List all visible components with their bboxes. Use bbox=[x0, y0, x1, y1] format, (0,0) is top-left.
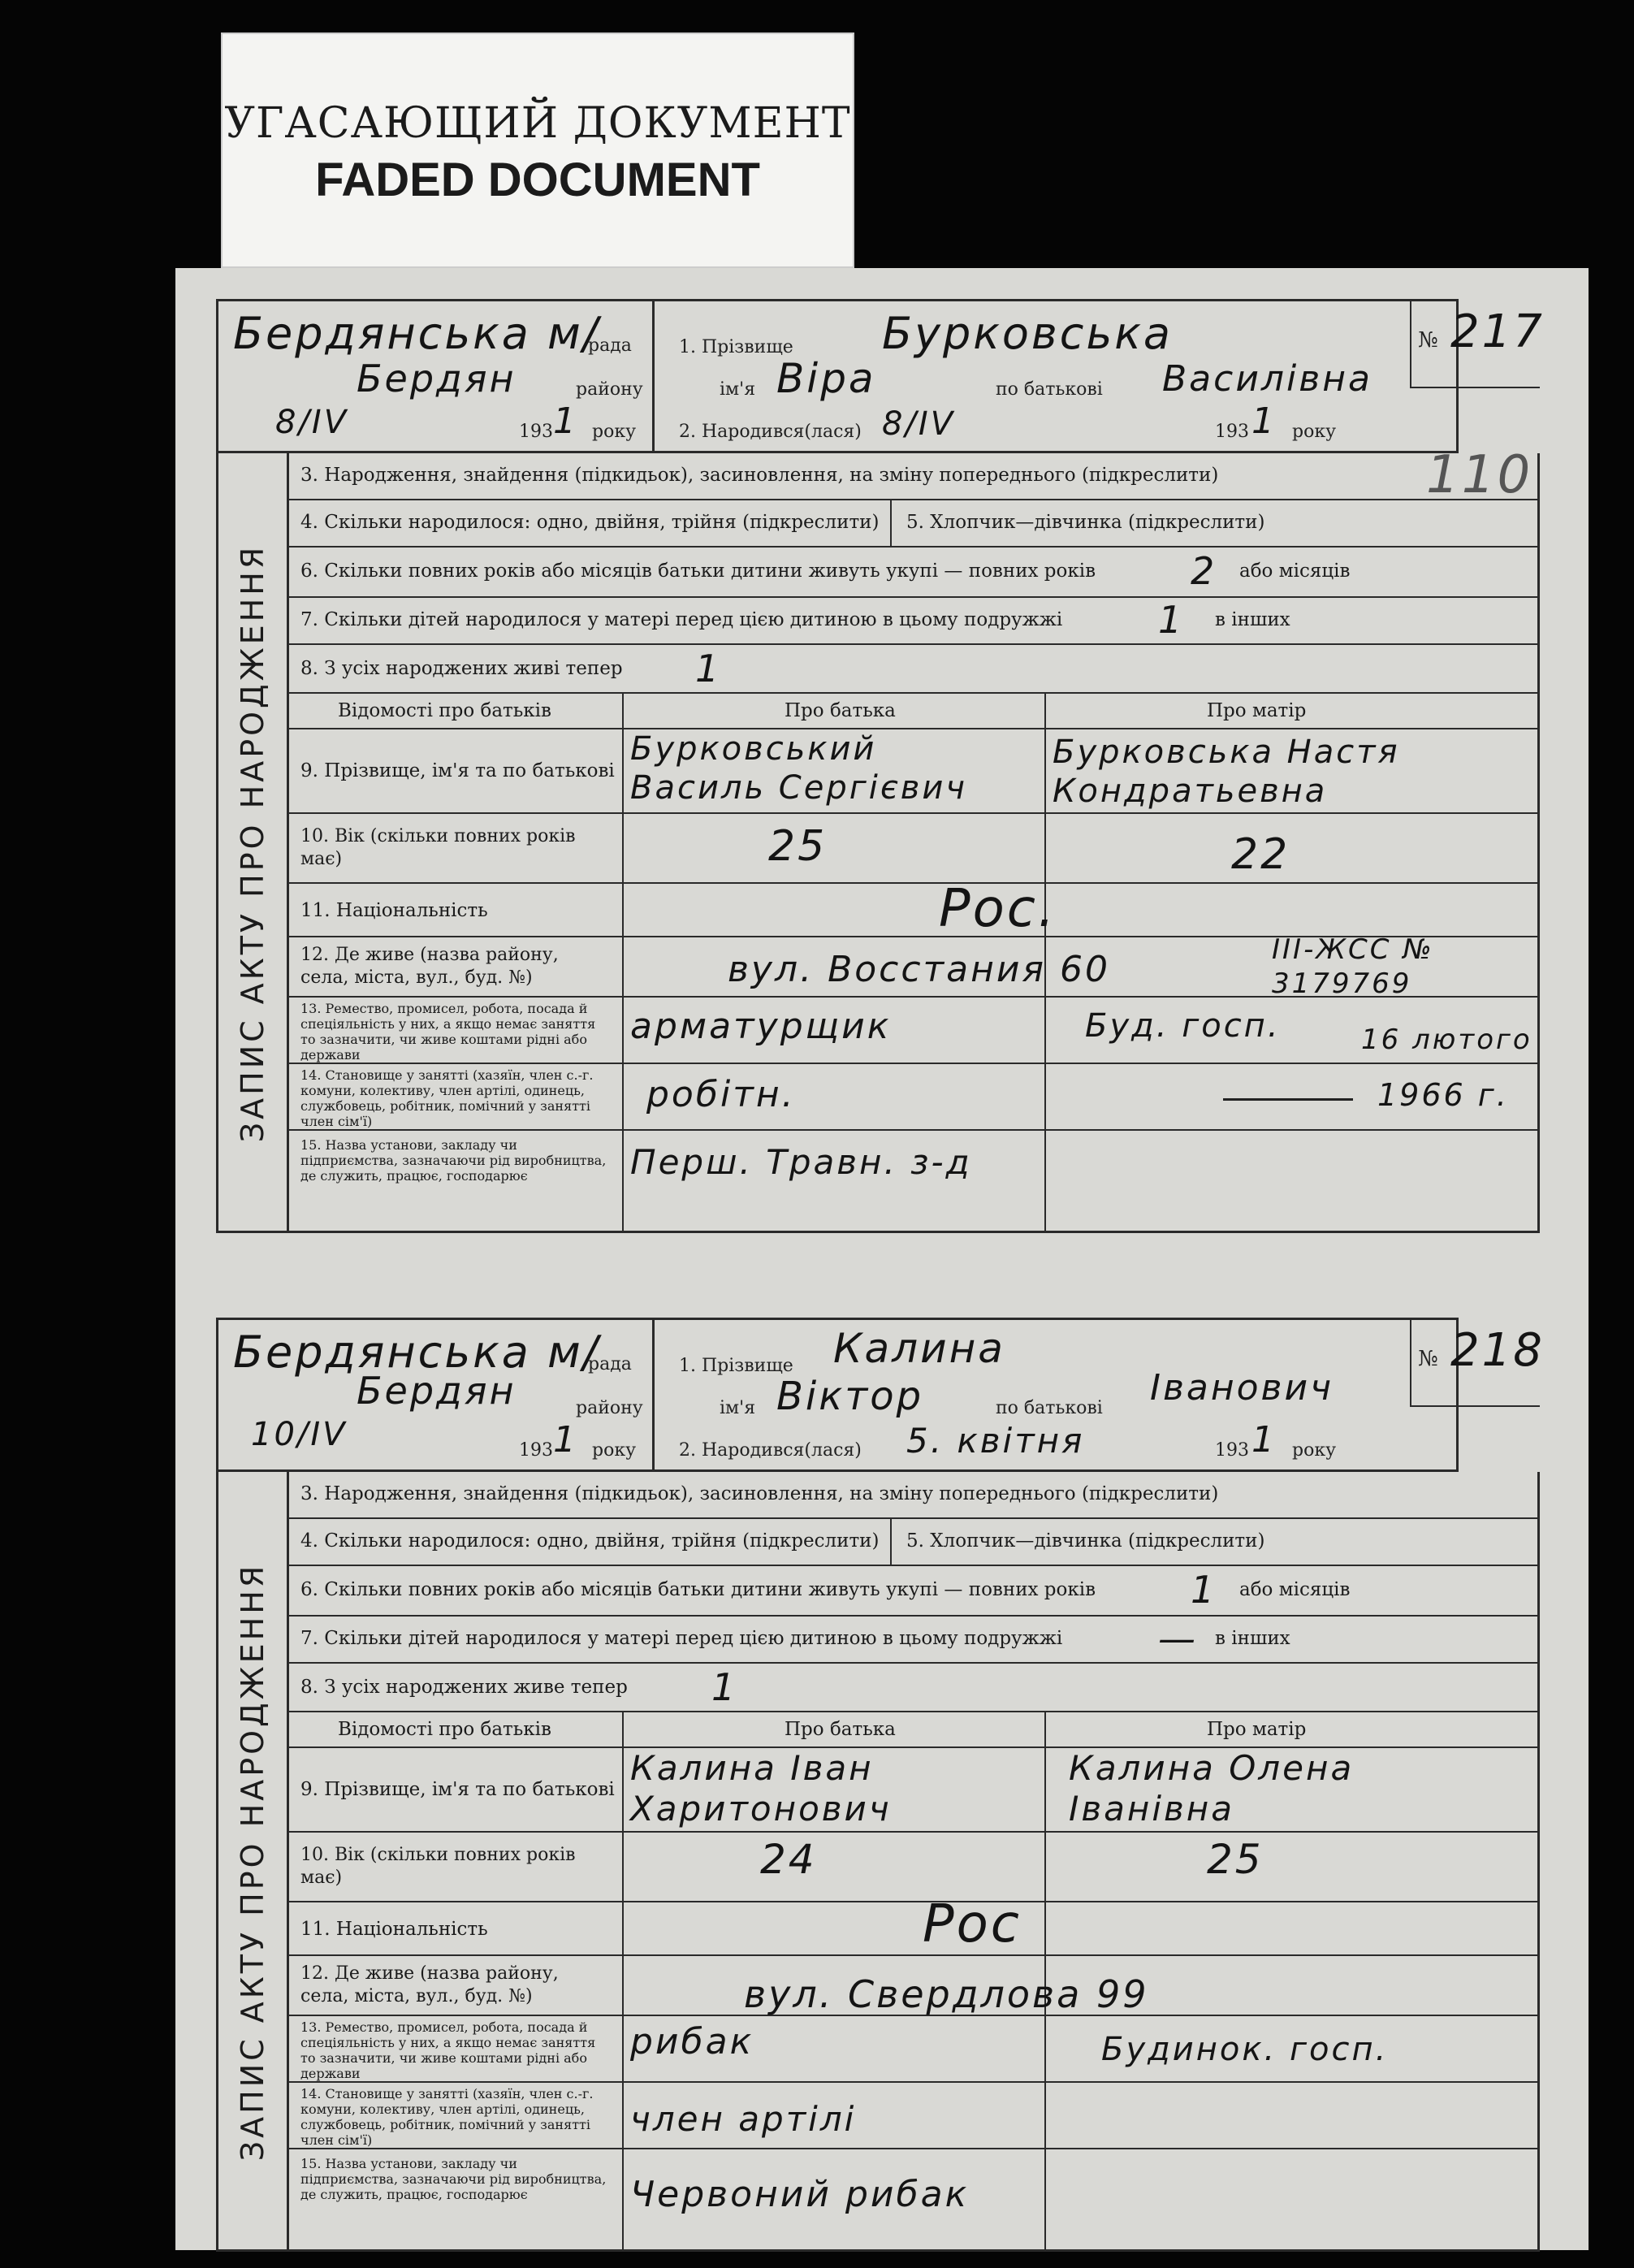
hw-father-age: 24 bbox=[760, 1836, 817, 1883]
hw-alive: 1 bbox=[695, 647, 722, 690]
hw-father-job: рибак bbox=[630, 2021, 754, 2062]
label-born-year-prefix: 193 bbox=[1215, 422, 1249, 442]
about-mother-label: Про матір bbox=[1207, 1719, 1307, 1740]
hw-name: Віктор bbox=[776, 1374, 924, 1419]
hw-note-year: 1966 г. bbox=[1377, 1077, 1509, 1113]
hw-council: Бердянська м/ bbox=[233, 308, 600, 359]
row-q14 bbox=[289, 1064, 1540, 1131]
hw-father-name: Бурковський Василь Сергієвич bbox=[630, 730, 968, 807]
q7b-text: в інших bbox=[1215, 609, 1290, 630]
record-header-left bbox=[216, 299, 655, 453]
hw-mother-name: Бурковська Настя Кондратьевна bbox=[1053, 734, 1400, 810]
row-q12 bbox=[289, 933, 1540, 1000]
hw-mother-name: Калина Олена Іванівна bbox=[1069, 1748, 1355, 1829]
q6b-text: або місяців bbox=[1239, 561, 1351, 582]
hw-reg-date: 8/IV bbox=[275, 404, 349, 441]
row-q8 bbox=[289, 1664, 1540, 1712]
hw-district: Бердян bbox=[357, 357, 517, 400]
hw-passport: III-ЖСС № 3179769 bbox=[1272, 933, 1434, 1000]
q9-text: 9. Прізвище, ім'я та по батькові bbox=[300, 760, 615, 781]
sidebar-title: ЗАПИС АКТУ ПРО НАРОДЖЕННЯ bbox=[235, 1562, 270, 2162]
row-q7 bbox=[289, 1617, 1540, 1664]
hw-note-date: 16 лютого bbox=[1361, 1024, 1532, 1056]
hw-position: робітн. bbox=[646, 1074, 796, 1115]
row-q9 bbox=[289, 1748, 1540, 1833]
row-q15 bbox=[289, 2149, 1540, 2252]
birth-record-218 bbox=[216, 1318, 1548, 2252]
row-q12 bbox=[289, 1956, 1540, 2016]
hw-years-together: 2 bbox=[1191, 549, 1217, 593]
about-father-label: Про батька bbox=[785, 1719, 896, 1740]
hw-address: вул. Восстания 60 bbox=[728, 949, 1110, 990]
row-parents-header bbox=[289, 694, 1540, 729]
q3-text: 3. Народження, знайдення (підкидьок), засиновлення, на зміну попереднього (підкреслити) bbox=[300, 1483, 1219, 1504]
q5-text: 5. Хлопчик—дівчинка (підкреслити) bbox=[906, 512, 1265, 533]
label-surname: 1. Прізвище bbox=[679, 1356, 793, 1376]
record-sidebar bbox=[216, 1472, 289, 2252]
label-year-prefix: 193 bbox=[519, 1440, 553, 1461]
hw-mother-age: 22 bbox=[1231, 830, 1290, 879]
hw-district: Бердян bbox=[357, 1369, 517, 1413]
q12-text: 12. Де живе (назва району, села, міста, вул., буд. №) bbox=[300, 945, 559, 988]
label-raion: району bbox=[576, 1398, 643, 1418]
q15-text: 15. Назва установи, закладу чи підприємства, зазначаючи рід виробництва, де служить, працює, господарює bbox=[300, 1137, 607, 1184]
row-parents-header bbox=[289, 1712, 1540, 1748]
label-patronymic: по батькові bbox=[996, 1398, 1103, 1418]
hw-surname: Бурковська bbox=[882, 308, 1173, 359]
record-sidebar bbox=[216, 453, 289, 1233]
q6-text: 6. Скільки повних років або місяців батьки дитини живуть укупі — повних років bbox=[300, 1579, 1096, 1600]
hw-reg-year: 1 bbox=[553, 400, 578, 442]
hw-workplace: Червоний рибак bbox=[630, 2174, 970, 2215]
q12-text: 12. Де живе (назва району, села, міста, вул., буд. №) bbox=[300, 1963, 559, 2006]
hw-record-number: 217 bbox=[1450, 305, 1545, 358]
row-q15 bbox=[289, 1131, 1540, 1233]
label-raion: району bbox=[576, 379, 643, 400]
q4-text: 4. Скільки народилося: одно, двійня, трійня (підкреслити) bbox=[300, 512, 880, 533]
q5-text: 5. Хлопчик—дівчинка (підкреслити) bbox=[906, 1530, 1265, 1552]
hw-born-year: 1 bbox=[1251, 1419, 1277, 1461]
hw-father-job: арматурщик bbox=[630, 1006, 892, 1047]
label-roku: року bbox=[592, 422, 637, 442]
label-english: FADED DOCUMENT bbox=[315, 154, 760, 206]
hw-surname: Калина bbox=[833, 1325, 1005, 1372]
record-number-box bbox=[1410, 299, 1545, 388]
row-q9 bbox=[289, 729, 1540, 814]
label-patronymic: по батькові bbox=[996, 379, 1103, 400]
hw-reg-year: 1 bbox=[553, 1419, 578, 1461]
hw-patronymic: Іванович bbox=[1150, 1367, 1334, 1409]
q8-text: 8. З усіх народжених живе тепер bbox=[300, 1677, 628, 1698]
hw-mother-job: Буд. госп. bbox=[1085, 1007, 1281, 1045]
q6b-text: або місяців bbox=[1239, 1579, 1351, 1600]
q6-text: 6. Скільки повних років або місяців батьки дитини живуть укупі — повних років bbox=[300, 561, 1096, 582]
parents-info-label: Відомості про батьків bbox=[338, 700, 551, 721]
hw-reg-date: 10/IV bbox=[251, 1416, 348, 1453]
label-born: 2. Народився(лася) bbox=[679, 422, 862, 442]
q4-text: 4. Скільки народилося: одно, двійня, трійня (підкреслити) bbox=[300, 1530, 880, 1552]
hw-father-name: Калина Іван Харитонович bbox=[630, 1748, 892, 1829]
hw-born-date: 5. квітня bbox=[906, 1421, 1085, 1461]
hw-mother-job: Будинок. госп. bbox=[1101, 2031, 1389, 2068]
row-q6 bbox=[289, 548, 1540, 598]
about-father-label: Про батька bbox=[785, 700, 896, 721]
row-q11 bbox=[289, 1894, 1540, 1956]
hw-dash-line bbox=[1223, 1098, 1353, 1101]
hw-nationality: Рос bbox=[923, 1894, 1022, 1954]
hw-margin-note: 110 bbox=[1426, 445, 1533, 505]
q3-text: 3. Народження, знайдення (підкидьок), засиновлення, на зміну попереднього (підкреслити) bbox=[300, 465, 1219, 486]
q13-text: 13. Ремество, промисел, робота, посада й спеціяльність у них, а якщо немає заняття то зазначити, чи живе коштами рідні або держави bbox=[300, 1001, 596, 1063]
record-header-main bbox=[655, 1318, 1459, 1472]
q11-text: 11. Національність bbox=[300, 1919, 488, 1940]
q14-text: 14. Становище у занятті (хазяїн, член с.-г. комуни, колективу, член артілі, одинець, службовець, робітник, помічний у занятті член сім'ї) bbox=[300, 2086, 594, 2148]
sidebar-title: ЗАПИС АКТУ ПРО НАРОДЖЕННЯ bbox=[235, 543, 270, 1143]
hw-children-before: 1 bbox=[1158, 598, 1185, 642]
label-name: ім'я bbox=[720, 1398, 756, 1418]
label-number-sign: № bbox=[1418, 1347, 1438, 1371]
hw-workplace: Перш. Травн. з-д bbox=[630, 1142, 972, 1182]
row-q3 bbox=[289, 1472, 1540, 1519]
register-page bbox=[175, 268, 1589, 2250]
label-roku: року bbox=[592, 1440, 637, 1461]
parents-info-label: Відомості про батьків bbox=[338, 1719, 551, 1740]
row-q6 bbox=[289, 1566, 1540, 1617]
hw-record-number: 218 bbox=[1450, 1324, 1545, 1377]
hw-years-together: 1 bbox=[1191, 1568, 1217, 1612]
q15-text: 15. Назва установи, закладу чи підприємства, зазначаючи рід виробництва, де служить, працює, господарює bbox=[300, 2156, 607, 2202]
q14-text: 14. Становище у занятті (хазяїн, член с.-г. комуни, колективу, член артілі, одинець, службовець, робітник, помічний у занятті член сім'ї) bbox=[300, 1067, 594, 1129]
label-name: ім'я bbox=[720, 379, 756, 400]
hw-father-age: 25 bbox=[768, 822, 828, 871]
faded-document-label bbox=[221, 32, 854, 268]
row-q7 bbox=[289, 598, 1540, 645]
hw-nationality: Рос. bbox=[939, 879, 1057, 939]
q9-text: 9. Прізвище, ім'я та по батькові bbox=[300, 1779, 615, 1800]
row-q14 bbox=[289, 2083, 1540, 2149]
label-russian: УГАСАЮЩИЙ ДОКУМЕНТ bbox=[224, 99, 851, 148]
row-q13 bbox=[289, 998, 1540, 1064]
hw-address: вул. Свердлова 99 bbox=[744, 1972, 1149, 2016]
about-mother-label: Про матір bbox=[1207, 700, 1307, 721]
label-year-prefix: 193 bbox=[519, 422, 553, 442]
birth-record-217 bbox=[216, 299, 1548, 1233]
label-rada: рада bbox=[588, 335, 632, 356]
label-born-year-prefix: 193 bbox=[1215, 1440, 1249, 1461]
q13-text: 13. Ремество, промисел, робота, посада й спеціяльність у них, а якщо немає заняття то зазначити, чи живе коштами рідні або держави bbox=[300, 2019, 596, 2081]
hw-council: Бердянська м/ bbox=[233, 1327, 600, 1378]
record-number-box bbox=[1410, 1318, 1545, 1407]
row-q4-q5 bbox=[289, 1519, 1540, 1566]
label-rada: рада bbox=[588, 1354, 632, 1374]
hw-born-date: 8/IV bbox=[882, 405, 956, 443]
row-q10 bbox=[289, 814, 1540, 884]
hw-born-year: 1 bbox=[1251, 400, 1277, 442]
row-q3 bbox=[289, 453, 1540, 500]
q7b-text: в інших bbox=[1215, 1628, 1290, 1649]
q7-text: 7. Скільки дітей народилося у матері перед цією дитиною в цьому подружжі bbox=[300, 1628, 1063, 1649]
hw-alive: 1 bbox=[711, 1665, 738, 1709]
record-header-main bbox=[655, 299, 1459, 453]
label-born: 2. Народився(лася) bbox=[679, 1440, 862, 1461]
q7-text: 7. Скільки дітей народилося у матері перед цією дитиною в цьому подружжі bbox=[300, 609, 1063, 630]
q10-text: 10. Вік (скільки повних років має) bbox=[300, 826, 576, 869]
hw-patronymic: Василівна bbox=[1162, 358, 1372, 400]
label-number-sign: № bbox=[1418, 328, 1438, 353]
hw-mother-age: 25 bbox=[1207, 1836, 1264, 1883]
hw-children-before: — bbox=[1158, 1617, 1198, 1660]
row-q13 bbox=[289, 2016, 1540, 2083]
label-surname: 1. Прізвище bbox=[679, 337, 793, 357]
row-q11 bbox=[289, 879, 1540, 939]
q8-text: 8. З усіх народжених живі тепер bbox=[300, 658, 623, 679]
row-q8 bbox=[289, 645, 1540, 694]
row-q10 bbox=[289, 1833, 1540, 1902]
label-born-roku: року bbox=[1292, 422, 1337, 442]
row-q4-q5 bbox=[289, 500, 1540, 548]
q11-text: 11. Національність bbox=[300, 900, 488, 921]
hw-position: член артілі bbox=[630, 2099, 857, 2139]
record-header-left bbox=[216, 1318, 655, 1472]
label-born-roku: року bbox=[1292, 1440, 1337, 1461]
hw-name: Віра bbox=[776, 355, 876, 402]
q10-text: 10. Вік (скільки повних років має) bbox=[300, 1845, 576, 1888]
